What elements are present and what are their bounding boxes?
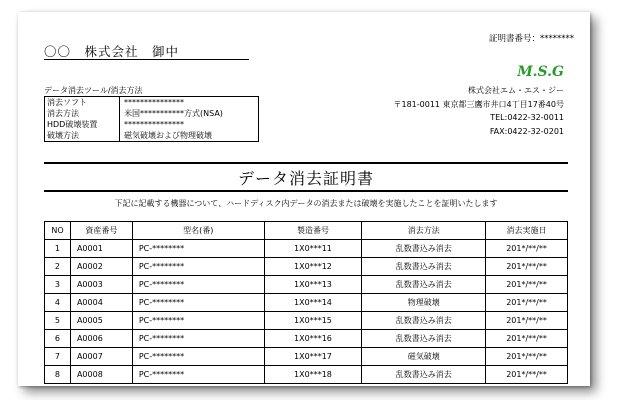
company-tel: TEL:0422-32-0011 bbox=[490, 113, 564, 122]
tool-key: HDD破壊装置 bbox=[45, 119, 120, 130]
document-title: データ消去証明書 bbox=[237, 169, 374, 188]
cell-date: 201*/**/** bbox=[486, 240, 568, 258]
client-name: 〇〇 株式会社 御中 bbox=[44, 44, 180, 59]
title-rule-top bbox=[44, 162, 568, 164]
cell-date: 201*/**/** bbox=[486, 330, 568, 348]
table-row bbox=[45, 330, 568, 348]
cell-date: 201*/**/** bbox=[486, 276, 568, 294]
cell-no: 4 bbox=[45, 294, 71, 312]
cell-method: 乱数書込み消去 bbox=[362, 330, 486, 348]
tool-info-box bbox=[44, 96, 259, 142]
cell-method: 乱数書込み消去 bbox=[362, 312, 486, 330]
table-row bbox=[45, 366, 568, 384]
cell-model: PC-******** bbox=[132, 240, 264, 258]
cell-date: 201*/**/** bbox=[486, 348, 568, 366]
company-logo: M.S.G bbox=[517, 64, 564, 80]
cell-serial: 1X0***17 bbox=[264, 348, 362, 366]
cell-asset: A0003 bbox=[70, 276, 132, 294]
tool-key: 破壊方法 bbox=[45, 130, 120, 141]
certificate-sheet bbox=[18, 12, 590, 386]
cell-date: 201*/**/** bbox=[486, 312, 568, 330]
cell-method: 乱数書込み消去 bbox=[362, 258, 486, 276]
items-table bbox=[44, 221, 568, 384]
client-underline bbox=[44, 59, 249, 60]
tool-value: 磁気破壊および物理破壊 bbox=[124, 131, 212, 140]
table-row bbox=[45, 276, 568, 294]
table-row bbox=[45, 258, 568, 276]
cell-no: 2 bbox=[45, 258, 71, 276]
tool-row bbox=[45, 97, 258, 108]
table-header-row bbox=[45, 222, 568, 240]
tool-key: 消去ソフト bbox=[45, 97, 120, 108]
cell-method: 乱数書込み消去 bbox=[362, 276, 486, 294]
tool-value: *************** bbox=[124, 120, 184, 129]
tool-value: *************** bbox=[124, 98, 184, 107]
cell-serial: 1X0***18 bbox=[264, 366, 362, 384]
cell-model: PC-******** bbox=[132, 348, 264, 366]
cell-no: 1 bbox=[45, 240, 71, 258]
tool-key: 消去方法 bbox=[45, 108, 120, 119]
cell-serial: 1X0***16 bbox=[264, 330, 362, 348]
cell-asset: A0005 bbox=[70, 312, 132, 330]
cell-serial: 1X0***14 bbox=[264, 294, 362, 312]
cell-model: PC-******** bbox=[132, 294, 264, 312]
cell-model: PC-******** bbox=[132, 330, 264, 348]
table-row bbox=[45, 294, 568, 312]
cell-no: 5 bbox=[45, 312, 71, 330]
cell-asset: A0008 bbox=[70, 366, 132, 384]
col-header-date: 消去実施日 bbox=[486, 222, 568, 240]
cell-no: 3 bbox=[45, 276, 71, 294]
certificate-number: 証明書番号：******** bbox=[488, 34, 574, 44]
cell-asset: A0001 bbox=[70, 240, 132, 258]
cell-model: PC-******** bbox=[132, 366, 264, 384]
cell-serial: 1X0***15 bbox=[264, 312, 362, 330]
cell-asset: A0002 bbox=[70, 258, 132, 276]
tool-section-title: データ消去ツール/消去方法 bbox=[44, 86, 143, 95]
col-header-serial: 製造番号 bbox=[264, 222, 362, 240]
col-header-model: 型名(番) bbox=[132, 222, 264, 240]
cell-date: 201*/**/** bbox=[486, 258, 568, 276]
col-header-method: 消去方法 bbox=[362, 222, 486, 240]
col-header-no: NO bbox=[45, 222, 71, 240]
cell-method: 磁気破壊 bbox=[362, 348, 486, 366]
cell-no: 8 bbox=[45, 366, 71, 384]
cell-model: PC-******** bbox=[132, 312, 264, 330]
cell-asset: A0007 bbox=[70, 348, 132, 366]
company-name: 株式会社エム・エス・ジー bbox=[468, 86, 564, 95]
cell-asset: A0004 bbox=[70, 294, 132, 312]
cell-date: 201*/**/** bbox=[486, 366, 568, 384]
cell-date: 201*/**/** bbox=[486, 294, 568, 312]
cell-serial: 1X0***12 bbox=[264, 258, 362, 276]
cell-serial: 1X0***11 bbox=[264, 240, 362, 258]
title-rule-bottom bbox=[44, 190, 568, 192]
cell-model: PC-******** bbox=[132, 276, 264, 294]
cell-method: 乱数書込み消去 bbox=[362, 240, 486, 258]
company-info bbox=[393, 84, 564, 138]
table-row bbox=[45, 240, 568, 258]
tool-row bbox=[45, 119, 258, 130]
tool-row bbox=[45, 130, 258, 141]
tool-row bbox=[45, 108, 258, 119]
cell-method: 乱数書込み消去 bbox=[362, 366, 486, 384]
cell-no: 7 bbox=[45, 348, 71, 366]
table-row bbox=[45, 348, 568, 366]
col-header-asset: 資産番号 bbox=[70, 222, 132, 240]
intro-text: 下記に記載する機器について、ハードディスク内データの消去または破壊を実施したことを証明いたします bbox=[114, 199, 498, 208]
cell-asset: A0006 bbox=[70, 330, 132, 348]
company-fax: FAX:0422-32-0201 bbox=[489, 126, 564, 136]
cell-serial: 1X0***13 bbox=[264, 276, 362, 294]
table-row bbox=[45, 312, 568, 330]
cell-method: 物理破壊 bbox=[362, 294, 486, 312]
cell-model: PC-******** bbox=[132, 258, 264, 276]
tool-value: 米国***********方式(NSA) bbox=[124, 109, 223, 118]
company-address: 〒181-0011 東京都三鷹市井口4丁目17番40号 bbox=[393, 99, 564, 109]
cell-no: 6 bbox=[45, 330, 71, 348]
